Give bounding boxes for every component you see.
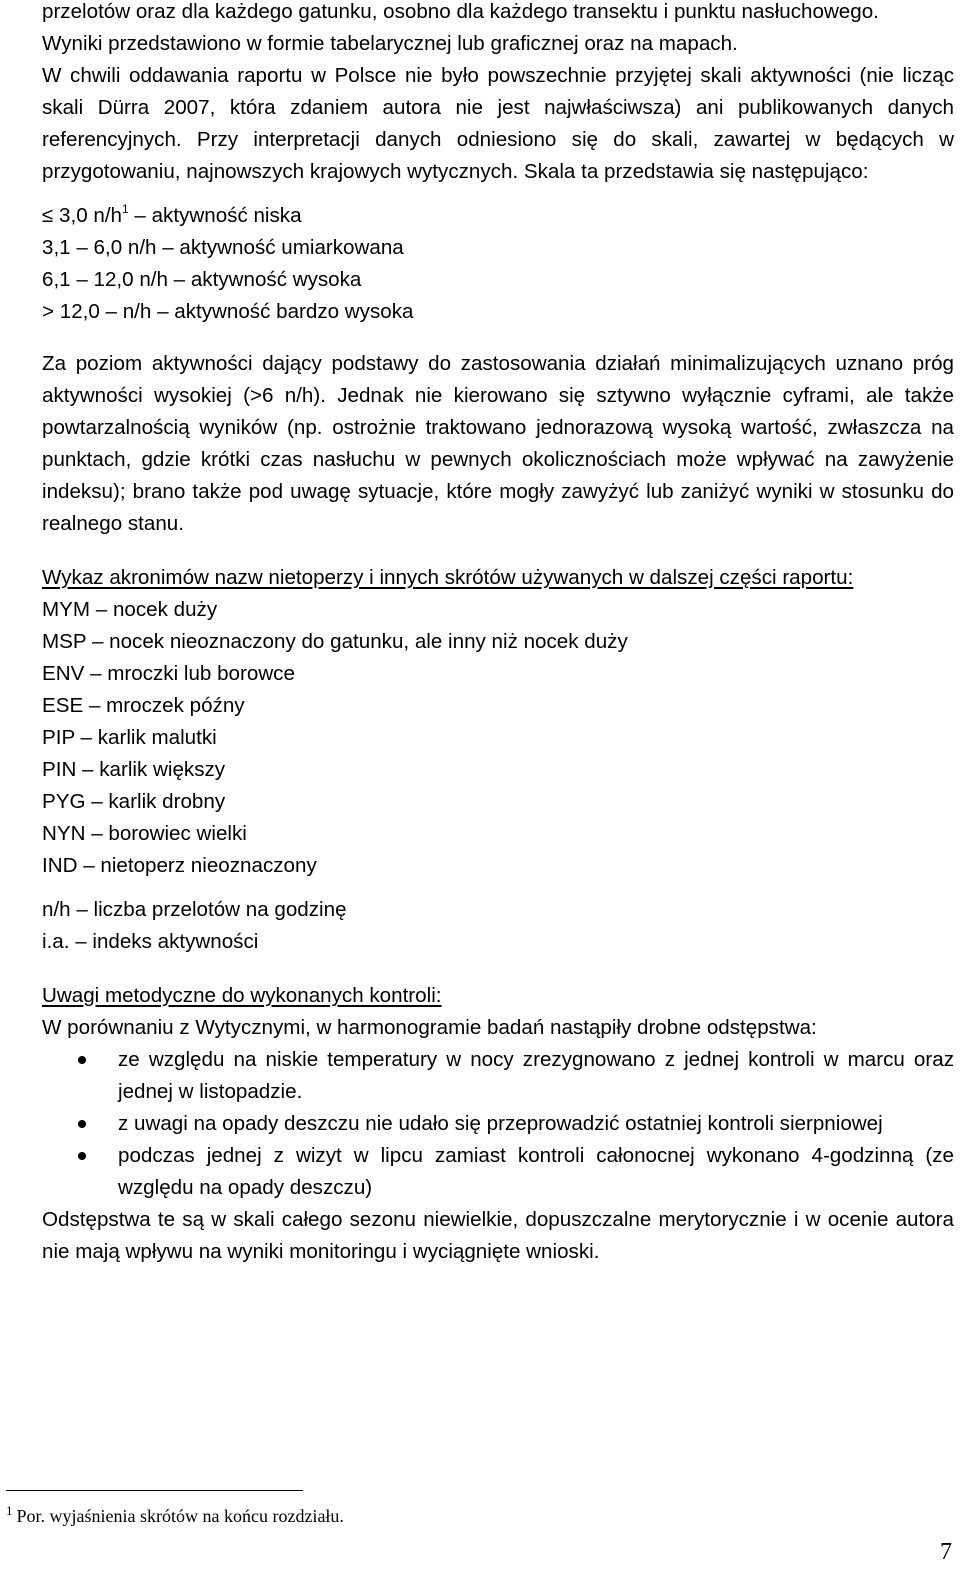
acronym-item: IND – nietoperz nieoznaczony [42,854,317,877]
acronym-item: NYN – borowiec wielki [42,822,247,845]
deviation-text: podczas jednej z wizyt w lipcu zamiast kontroli całonocnej wykonano 4-godzinną (ze względu na opady deszczu) [118,1144,954,1199]
footnote-ref: 1 [122,202,129,216]
paragraph-threshold: Za poziom aktywności dający podstawy do zastosowania działań minimalizujących uznano próg aktywności wysokiej (>6 n/h). Jednak nie kierowano się sztywno wyłącznie cyframi, ale także powtarzalnością wyników (np. ostrożnie traktowano jednorazową wysoką wartość, zwłaszcza na punktach, gdzie krótki czas nasłuchu w pewnych okolicznościach może wpływać na zawyżenie indeksu); brano także pod uwagę sytuacje, które mogły zawyżyć lub zaniżyć wyniki w stosunku do realnego stanu. [42,352,954,535]
deviation-text: z uwagi na opady deszczu nie udało się przeprowadzić ostatniej kontroli sierpniowej [118,1112,883,1135]
scale-item-low-value: ≤ 3,0 n/h [42,204,123,227]
scale-item-moderate: 3,1 – 6,0 n/h – aktywność umiarkowana [42,236,404,259]
acronym-item: MSP – nocek nieoznaczony do gatunku, ale inny niż nocek duży [42,630,628,653]
deviation-list [42,1044,954,1204]
paragraph-results-form: Wyniki przedstawiono w formie tabelarycznej lub graficznej oraz na mapach. [42,32,738,55]
paragraph-conclusion: Odstępstwa te są w skali całego sezonu niewielkie, dopuszczalne merytorycznie i w ocenie autora nie mają wpływu na wyniki monitoringu i wyciągnięte wnioski. [42,1208,954,1263]
abbreviation-item: i.a. – indeks aktywności [42,930,259,953]
abbreviation-item: n/h – liczba przelotów na godzinę [42,898,347,921]
acronyms-heading: Wykaz akronimów nazw nietoperzy i innych skrótów używanych w dalszej części raportu: [42,566,854,589]
deviation-item [42,1140,954,1204]
scale-item-low-label: – aktywność niska [128,204,302,227]
acronym-item: PYG – karlik drobny [42,790,226,813]
scale-item-low [42,200,954,232]
bullet-icon [78,1152,86,1160]
deviation-item [42,1044,954,1108]
acronym-item: ENV – mroczki lub borowce [42,662,295,685]
scale-item-very-high: > 12,0 – n/h – aktywność bardzo wysoka [42,300,414,323]
page-number: 7 [940,1539,952,1565]
acronym-item: PIP – karlik malutki [42,726,217,749]
footnote-text: Por. wyjaśnienia skrótów na końcu rozdziału. [16,1506,344,1526]
footnote-number: 1 [6,1503,13,1518]
footnote [6,1500,344,1527]
methods-heading: Uwagi metodyczne do wykonanych kontroli: [42,984,442,1007]
activity-scale-list [42,200,954,328]
bullet-icon [78,1120,86,1128]
scale-item-high: 6,1 – 12,0 n/h – aktywność wysoka [42,268,362,291]
document-page [42,0,954,1268]
paragraph-activity-scale: W chwili oddawania raportu w Polsce nie było powszechnie przyjętej skali aktywności (nie licząc skali Dürra 2007, która zdaniem autora nie jest najwłaściwsza) ani publikowanych danych referencyjnych. Przy interpretacji danych odniesiono się do skali, zawartej w będących w przygotowaniu, najnowszych krajowych wytycznych. Skala ta przedstawia się następująco: [42,64,954,183]
abbreviation-list [42,894,954,958]
acronym-item: PIN – karlik większy [42,758,226,781]
bullet-icon [78,1056,86,1064]
deviation-text: ze względu na niskie temperatury w nocy zrezygnowano z jednej kontroli w marcu oraz jednej w listopadzie. [118,1048,954,1103]
acronym-list [42,594,954,882]
deviation-item [42,1108,954,1140]
acronym-item: MYM – nocek duży [42,598,218,621]
methods-intro: W porównaniu z Wytycznymi, w harmonogramie badań nastąpiły drobne odstępstwa: [42,1016,817,1039]
paragraph-intro: przelotów oraz dla każdego gatunku, osobno dla każdego transektu i punktu nasłuchowego. [42,0,879,23]
footnote-separator [6,1490,303,1491]
acronym-item: ESE – mroczek późny [42,694,245,717]
